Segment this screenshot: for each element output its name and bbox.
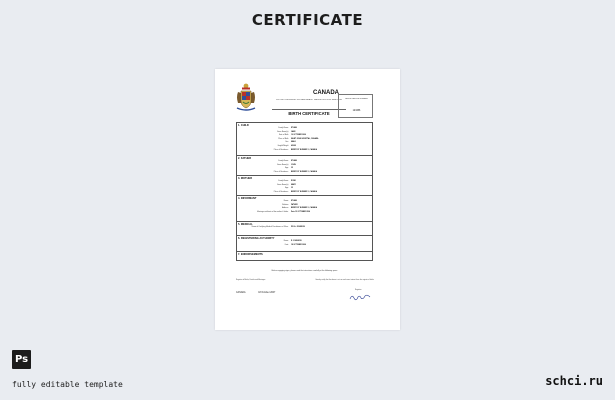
row-label: Age [285, 187, 289, 190]
site-name: schci.ru [545, 374, 603, 388]
section-title: 1. CHILD [238, 124, 249, 127]
row-label: Name [283, 200, 289, 202]
page-title: CERTIFICATE [251, 11, 364, 29]
place-date [236, 292, 287, 294]
row-label: Family Name [278, 160, 289, 162]
row-value: BERRY ST NUMBER 1, CANADA [291, 148, 317, 151]
row-value: BERRY ST NUMBER 1, CANADA [291, 190, 317, 193]
certificate-date: 18 October 2007 [258, 292, 276, 294]
registration-value: 123456 [352, 110, 361, 112]
footer-left-text: Registrar of Births, Deaths and Marriages [236, 280, 266, 281]
signature-label: Registrar [355, 290, 362, 291]
row-label: Sex [285, 141, 289, 144]
row-label: Address [282, 207, 289, 210]
section-title: 4. INFORMANT [238, 197, 257, 200]
section-row [237, 187, 372, 190]
row-label: Date of Birth [278, 134, 289, 137]
section-row [237, 149, 372, 152]
section-row [237, 183, 372, 190]
section-row [237, 160, 372, 163]
section-row [237, 134, 372, 137]
section-title: 6. REGISTERING AUTHORITY [238, 237, 275, 240]
certificate-section [237, 196, 372, 222]
row-label: Given Name(s) [276, 163, 289, 166]
row-label: Given Name(s) [276, 130, 289, 133]
section-title: 5. MEDICAL [238, 223, 253, 226]
section-row [237, 167, 372, 170]
certificate-section [237, 236, 372, 252]
section-row [237, 163, 372, 170]
section-row [237, 244, 372, 247]
section-row [237, 127, 372, 130]
row-label: Place of Residence [273, 190, 289, 193]
row-value: SAINT JOHN HOSPITAL, CANADA [291, 137, 319, 140]
section-row [237, 200, 372, 203]
registration-box [338, 94, 373, 118]
section-row [237, 180, 372, 183]
signature [349, 293, 371, 301]
section-title: 3. MOTHER [238, 177, 253, 180]
certificate-document-title: BIRTH CERTIFICATE [272, 109, 346, 116]
certificate-sections [236, 122, 373, 261]
footer-note: Before engaging signs, please read the instructions carefully at the following space [271, 270, 338, 272]
certificate-section [237, 222, 372, 236]
coat-of-arms-icon [234, 83, 258, 113]
certificate-section [237, 123, 372, 156]
section-title: 7. ENDORSEMENTS [238, 253, 263, 256]
row-value: 35 [291, 167, 293, 170]
row-value: MALE [291, 141, 296, 144]
section-row [237, 171, 372, 174]
row-value: Date 12 OCTOBER 2006 [291, 210, 311, 213]
section-row [237, 226, 372, 229]
section-row [237, 211, 372, 214]
row-value: BERRY ST NUMBER 1, CANADA [291, 207, 317, 210]
row-label: Relation [282, 203, 289, 206]
row-value: 32 [291, 187, 293, 190]
certificate-section [237, 156, 372, 176]
certificate-ministry: ROYAL CANADIAN GOVERNMENT REGISTRATION SERVICE [276, 99, 342, 101]
row-label: Place of Residence [273, 170, 289, 173]
row-label: Marriage certificate of the mother & father [257, 210, 289, 213]
row-value: FATHER [291, 203, 298, 206]
row-label: Given Name(s) [276, 183, 289, 186]
row-value: BERRY ST NUMBER 1, CANADA [291, 170, 317, 173]
registration-label: REGISTRATION NUMBER [345, 98, 368, 100]
row-label: Name of Certifying Medical Practitioner or Officer [251, 226, 289, 228]
row-value: ROSE [291, 180, 296, 182]
row-value: JOHN [291, 163, 296, 166]
certificate-preview [215, 69, 400, 330]
row-value: 10 OCTOBER 2006 [291, 134, 306, 137]
row-label: Place of Birth [278, 137, 289, 140]
certificate-section [237, 176, 372, 196]
section-title: 2. FATHER [238, 157, 252, 160]
row-label: Age [285, 167, 289, 170]
row-value: 4500G [291, 145, 297, 147]
row-value: ETHAN [291, 200, 297, 202]
footer-right-text: I hereby certify that the above is a true and correct extract from the register of births [315, 280, 374, 281]
certificate-place: CANADA [236, 292, 246, 294]
row-label: Height/Weight [277, 145, 289, 147]
tagline: fully editable template [12, 380, 123, 389]
row-value: ETHAN [291, 127, 297, 129]
certificate-country: CANADA [313, 90, 339, 96]
section-row [237, 240, 372, 243]
row-label: Family Name [278, 127, 289, 129]
row-value: JAKE [291, 130, 296, 133]
row-label: Date [284, 243, 289, 246]
section-row [237, 191, 372, 194]
row-label: Name [283, 240, 289, 242]
section-row [237, 207, 372, 210]
photoshop-icon: Ps [12, 350, 31, 369]
section-row [237, 145, 372, 148]
row-value: 18 OCTOBER 2006 [291, 243, 306, 246]
row-label: Place of Residence [273, 148, 289, 151]
row-value: MARY [291, 183, 296, 186]
row-value: DR. A. JOHNSON [291, 226, 305, 228]
row-value: ETHAN [291, 160, 297, 162]
certificate-section [237, 252, 372, 262]
row-label: Family Name [278, 180, 289, 182]
section-row [237, 141, 372, 144]
row-value: R. JOHNSON [291, 240, 302, 242]
section-row [237, 137, 372, 144]
